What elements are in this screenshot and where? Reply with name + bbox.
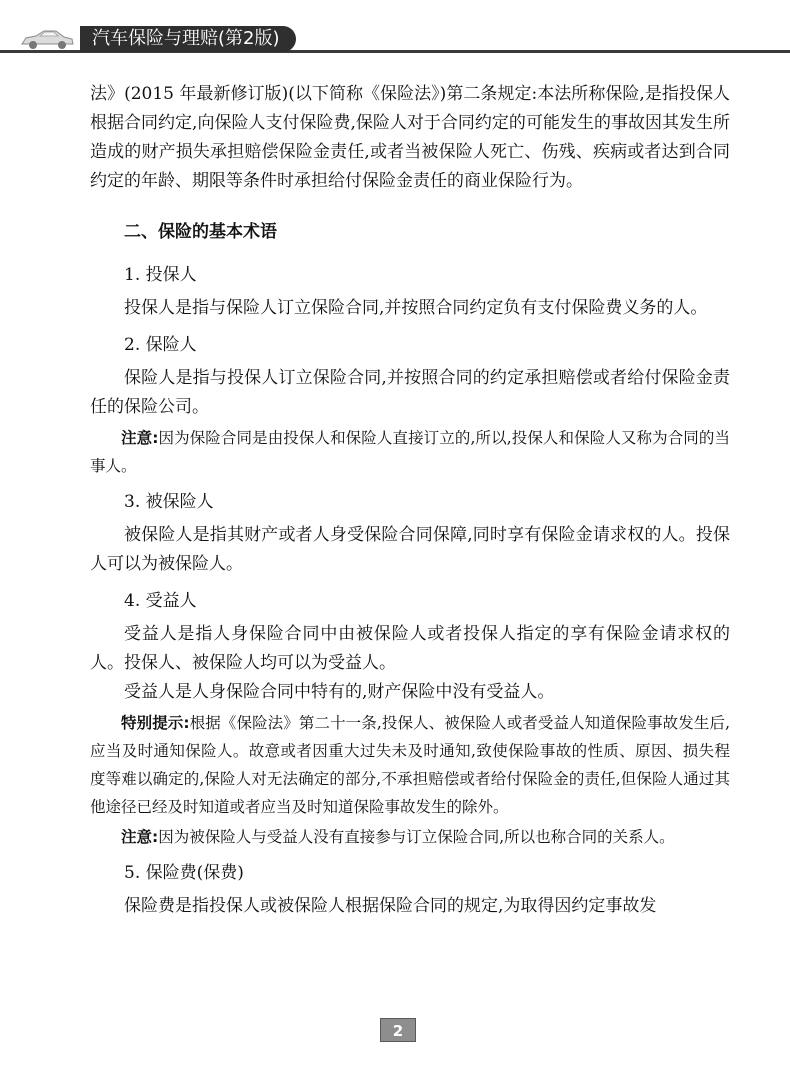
tip-label: 特别提示:	[121, 714, 190, 732]
note-text: 因为保险合同是由投保人和保险人直接订立的,所以,投保人和保险人又称为合同的当事人。	[90, 429, 731, 475]
book-title: 汽车保险与理赔(第2版)	[80, 26, 296, 52]
note-paragraph	[90, 823, 730, 851]
tip-text: 根据《保险法》第二十一条,投保人、被保险人或者受益人知道保险事故发生后,应当及时通知保险人。故意或者因重大过失未及时通知,致使保险事故的性质、原因、损失程度等难以确定的,保险人对无法确定的部分,不承担赔偿或者给付保险金的责任,但保险人通过其他途径已经及时知道或者应当及时知道保险事故发生的除外。	[90, 714, 730, 816]
term-title: 5. 保险费(保费)	[124, 863, 244, 883]
term-title: 2. 保险人	[124, 335, 197, 355]
term-definition: 被保险人是指其财产或者人身受保险合同保障,同时享有保险金请求权的人。投保人可以为被保险人。	[90, 525, 730, 574]
term-title: 4. 受益人	[124, 591, 197, 611]
term-definition: 受益人是指人身保险合同中由被保险人或者投保人指定的享有保险金请求权的人。投保人、被保险人均可以为受益人。	[90, 624, 730, 673]
note-text: 因为被保险人与受益人没有直接参与订立保险合同,所以也称合同的关系人。	[158, 828, 675, 846]
page-header	[0, 0, 790, 62]
note-label: 注意:	[121, 828, 159, 846]
intro-paragraph: 法》(2015 年最新修订版)(以下简称《保险法》)第二条规定:本法所称保险,是指投保人根据合同约定,向保险人支付保险费,保险人对于合同约定的可能发生的事故因其发生所造成的财产损失承担赔偿保险金责任,或者当被保险人死亡、伤残、疾病或者达到合同约定的年龄、期限等条件时承担给付保险金责任的商业保险行为。	[90, 84, 730, 191]
section-heading: 二、保险的基本术语	[124, 222, 277, 242]
tip-paragraph	[90, 709, 730, 821]
page-footer	[380, 1018, 416, 1042]
term-definition-extra: 受益人是人身保险合同中特有的,财产保险中没有受益人。	[124, 682, 555, 702]
page-body	[90, 80, 730, 921]
note-paragraph	[90, 424, 730, 480]
term-definition: 投保人是指与保险人订立保险合同,并按照合同约定负有支付保险费义务的人。	[124, 298, 708, 318]
note-label: 注意:	[121, 429, 159, 447]
page-number: 2	[380, 1018, 416, 1042]
car-icon	[18, 28, 76, 50]
term-title: 1. 投保人	[124, 265, 197, 285]
term-title: 3. 被保险人	[124, 492, 214, 512]
term-definition: 保险费是指投保人或被保险人根据保险合同的规定,为取得因约定事故发	[124, 896, 657, 916]
term-definition: 保险人是指与投保人订立保险合同,并按照合同的约定承担赔偿或者给付保险金责任的保险公司。	[90, 368, 730, 417]
